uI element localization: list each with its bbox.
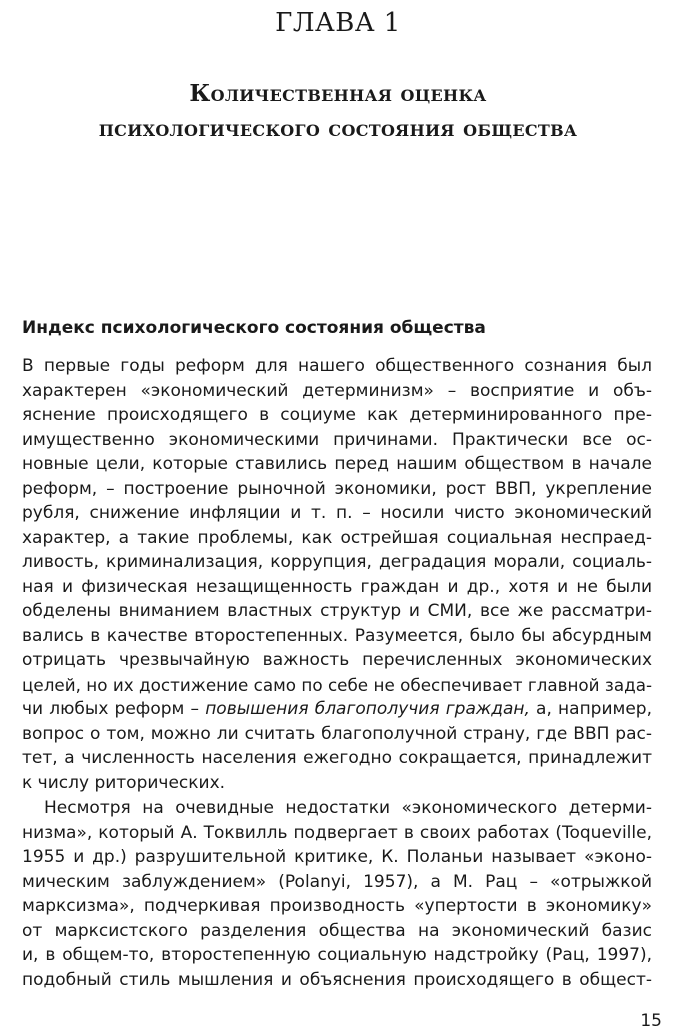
text-line: подобный стиль мышления и объяснения происходящего в общест- xyxy=(22,969,652,990)
text-line: 1955 и др.) разрушительной критике, К. Поланьи называет «эконо- xyxy=(22,847,652,867)
text-line: вались в качестве второстепенных. Разумеется, было бы абсурдным xyxy=(22,625,652,646)
chapter-label: ГЛАВА 1 xyxy=(275,8,401,38)
text-line: характер, а такие проблемы, как острейшая социальная неспраед- xyxy=(22,527,652,548)
chapter-title-line: психологического состояния общества xyxy=(98,115,578,142)
text-line: реформ, – построение рыночной экономики, рост ВВП, укрепление xyxy=(22,478,652,499)
text-line: марксизма», подчеркивая производность «упертости в экономику» xyxy=(22,896,652,916)
text-line: целей, но их достижение само по себе не обеспечивает главной зада- xyxy=(22,674,652,695)
text-line: обделены вниманием властных структур и СМИ, все же рассматри- xyxy=(22,601,652,621)
text-fragment: чи любых реформ – xyxy=(22,699,206,719)
text-line: мическим заблуждением» (Polanyi, 1957), а М. Рац – «отрыжкой xyxy=(22,871,652,892)
body-paragraph-2 xyxy=(22,796,652,992)
text-line: ная и физическая незащищенность граждан и др., хотя и не были xyxy=(22,576,652,597)
text-line: рубля, снижение инфляции и т. п. – носили чисто экономический xyxy=(22,503,652,523)
chapter-title-line: Количественная оценка xyxy=(189,80,487,107)
text-line: Несмотря на очевидные недостатки «экономического детерми- xyxy=(44,798,652,818)
text-line: яснение происходящего в социуме как детерминированного пре- xyxy=(22,405,652,425)
text-line: тет, а численность населения ежегодно сокращается, принадлежит xyxy=(22,748,652,768)
text-line: имущественно экономическими причинами. Практически все ос- xyxy=(22,429,652,450)
section-heading: Индекс психологического состояния общества xyxy=(22,318,486,338)
emphasized-phrase: повышения благополучия граждан, xyxy=(205,699,530,719)
text-line: вопрос о том, можно ли считать благополучной страну, где ВВП рас- xyxy=(22,723,652,744)
text-line: характерен «экономический детерминизм» – восприятие и объ- xyxy=(22,380,652,401)
text-line xyxy=(22,697,652,722)
text-fragment: а, например, xyxy=(529,699,652,719)
text-line: к числу риторических. xyxy=(22,772,226,793)
text-line: ливость, криминализация, коррупция, деградация морали, социаль- xyxy=(22,552,652,572)
text-line: новные цели, которые ставились перед нашим обществом в начале xyxy=(22,454,652,474)
body-paragraph-1 xyxy=(22,354,652,795)
text-line: В первые годы реформ для нашего общественного сознания был xyxy=(22,356,652,376)
text-line: от марксистского разделения общества на экономический базис xyxy=(22,920,652,941)
text-line: низма», который А. Токвилль подвергает в своих работах (Toqueville, xyxy=(22,822,652,843)
page-number: 15 xyxy=(640,1011,662,1031)
text-line: отрицать чрезвычайную важность перечисленных экономических xyxy=(22,650,652,670)
text-line: и, в общем-то, второстепенную социальную надстройку (Рац, 1997), xyxy=(22,945,652,965)
chapter-title xyxy=(0,76,676,146)
